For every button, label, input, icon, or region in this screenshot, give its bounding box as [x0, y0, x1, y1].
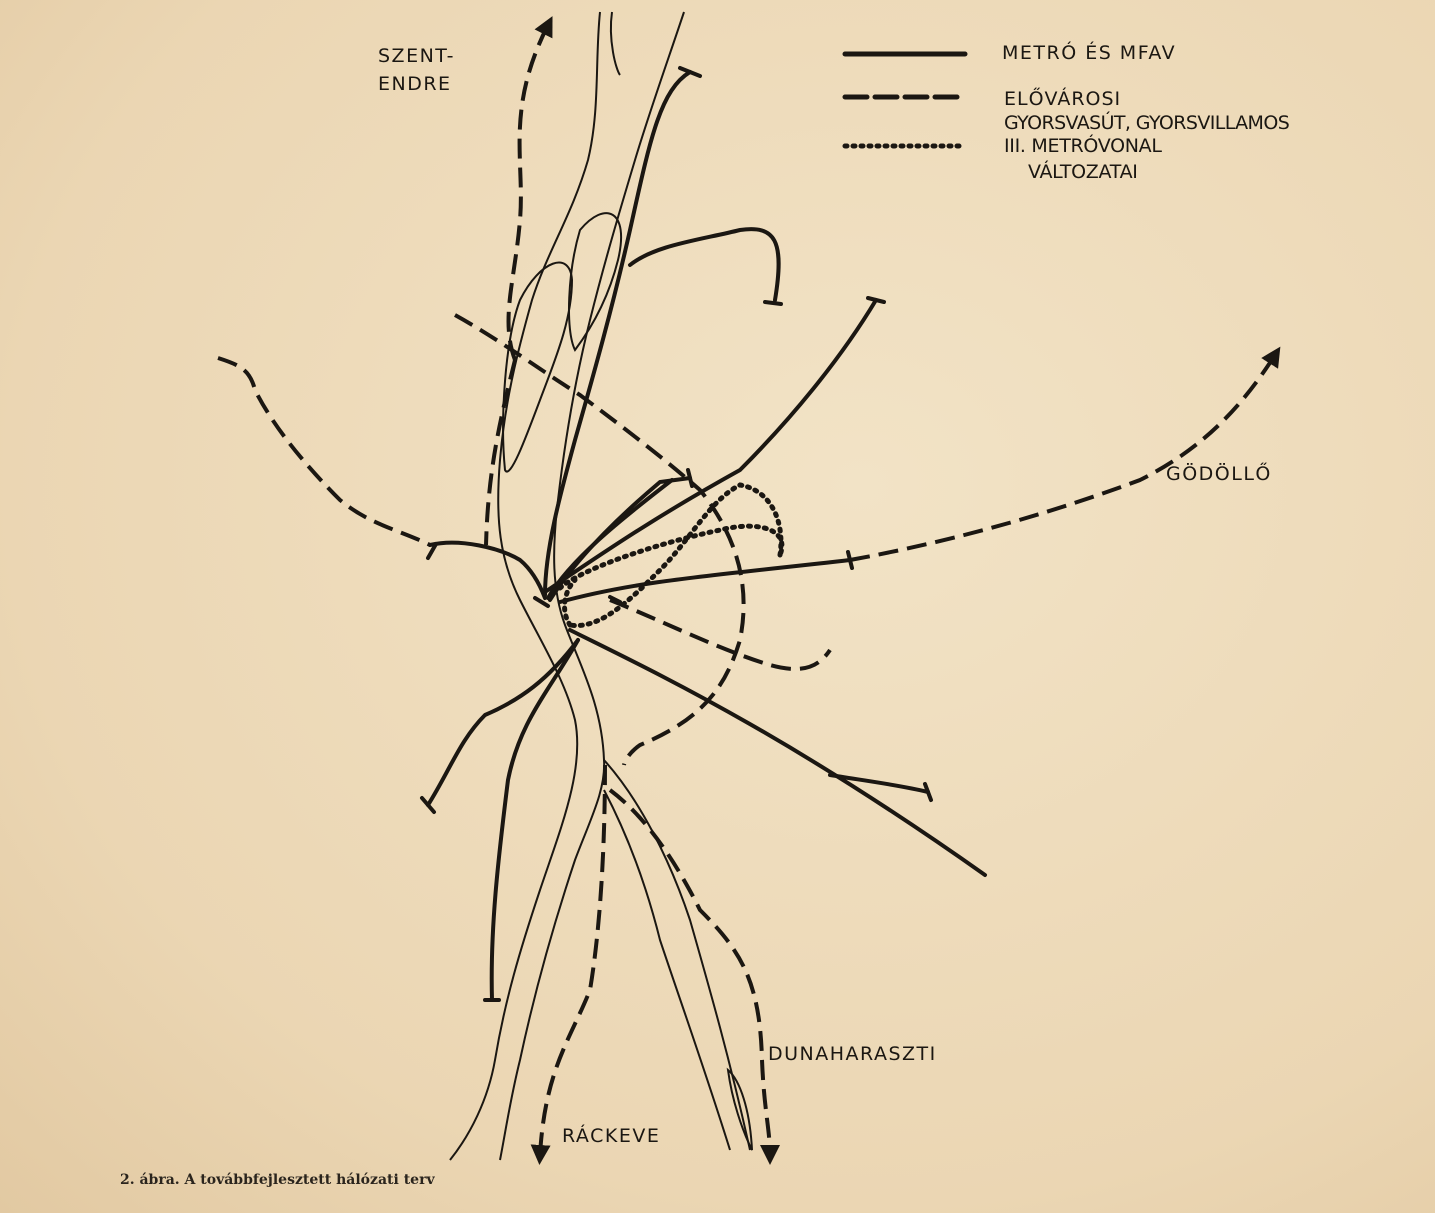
- figure-caption: 2. ábra. A továbbfejlesztett hálózati terv: [120, 1172, 435, 1188]
- place-label-godollo: GÖDÖLLŐ: [1166, 463, 1272, 485]
- place-label-rackeve: RÁCKEVE: [562, 1125, 661, 1147]
- metro-line-3-variants: [560, 485, 782, 626]
- danube-river: [450, 12, 752, 1160]
- legend-metro3-label-line1: III. METRÓVONAL: [1004, 135, 1162, 157]
- szentendre-line-2: ENDRE: [378, 73, 452, 95]
- place-label-dunaharaszti: DUNAHARASZTI: [768, 1043, 937, 1065]
- legend-metro3-label-line2: VÁLTOZATAI: [1028, 161, 1138, 183]
- place-label-szentendre: [378, 42, 455, 98]
- legend-suburban-label-line1: ELŐVÁROSI: [1004, 88, 1122, 110]
- szentendre-line-1: SZENT-: [378, 45, 456, 67]
- legend-samples: [845, 54, 965, 146]
- legend-metro-label: METRÓ ÉS MFAV: [1002, 42, 1177, 64]
- suburban-rail-lines: [218, 25, 1275, 1155]
- legend-suburban-label-line2: GYORSVASÚT, GYORSVILLAMOS: [1004, 112, 1290, 134]
